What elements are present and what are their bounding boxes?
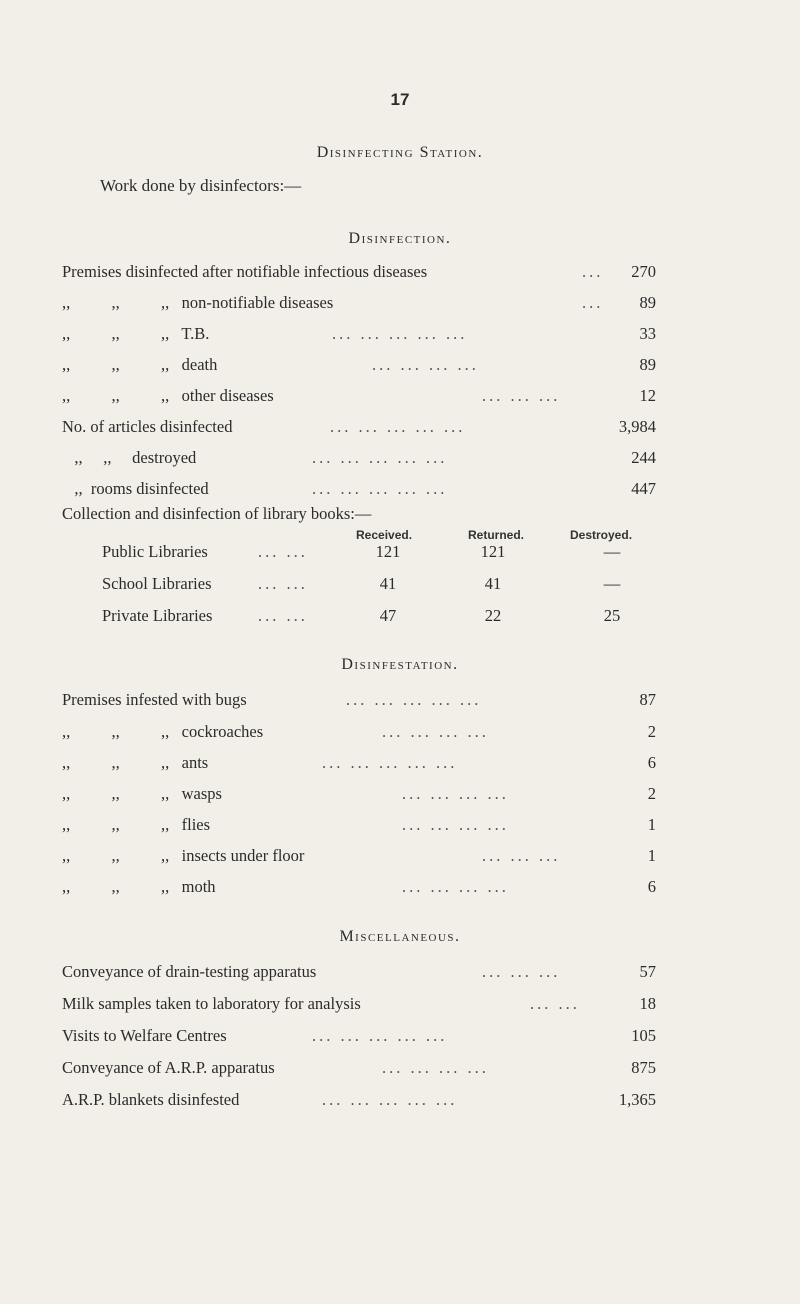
received-value: 121 (375, 542, 401, 561)
row-label: ,, ,, ,, ants (62, 753, 209, 772)
row-value: 875 (631, 1058, 656, 1077)
leader-dots: ... ... ... ... (402, 815, 509, 834)
leader-dots: ... ... ... ... (402, 784, 509, 803)
destroyed-value: 25 (603, 606, 621, 625)
row-label: ,, ,, ,, moth (62, 877, 216, 896)
row-value: 1,365 (618, 1090, 656, 1109)
leader-dots: ... ... ... ... ... (332, 324, 468, 343)
leader-dots: ... ... ... ... ... (312, 448, 448, 467)
row-label: Conveyance of drain-testing apparatus (62, 962, 317, 981)
leader-dots: ... ... ... ... ... (346, 690, 482, 709)
row-label: ,, ,, ,, death (62, 355, 218, 374)
row-label: A.R.P. blankets disinfested (62, 1090, 240, 1109)
row-label: ,, ,, ,, insects under floor (62, 846, 305, 865)
disinfection-row (62, 262, 656, 286)
row-value: 89 (639, 355, 656, 374)
disinfection-row (62, 448, 656, 472)
row-label: ,, ,, ,, flies (62, 815, 211, 834)
disinfestation-row (62, 815, 656, 839)
disinfection-heading: Disinfection. (348, 230, 452, 247)
row-label: ,, ,, destroyed (62, 448, 197, 467)
disinfestation-heading: Disinfestation. (341, 656, 459, 673)
destroyed-value: — (603, 542, 621, 561)
leader-dots: ... ... ... ... ... (322, 1090, 458, 1109)
row-label: ,, ,, ,, T.B. (62, 324, 210, 343)
row-label: ,, ,, ,, wasps (62, 784, 222, 803)
miscellaneous-row (62, 1090, 656, 1114)
row-label: ,, ,, ,, cockroaches (62, 722, 264, 741)
leader-dots: ... ... ... ... (382, 1058, 489, 1077)
disinfection-row (62, 355, 656, 379)
row-value: 447 (631, 479, 656, 498)
row-label: No. of articles disinfected (62, 417, 233, 436)
row-label: Visits to Welfare Centres (62, 1026, 227, 1045)
column-header-received: Received. (356, 528, 413, 542)
leader-dots: ... ... ... ... ... (312, 479, 448, 498)
row-value: 57 (639, 962, 656, 981)
miscellaneous-heading: Miscellaneous. (339, 928, 461, 945)
row-value: 33 (639, 324, 656, 343)
leader-dots: ... ... ... ... ... (322, 753, 458, 772)
library-row (102, 606, 622, 630)
row-label: ,, ,, ,, non-notifiable diseases (62, 293, 334, 312)
disinfection-row (62, 293, 656, 317)
miscellaneous-row (62, 994, 656, 1018)
column-header-returned: Returned. (468, 528, 525, 542)
received-value: 41 (379, 574, 397, 593)
row-value: 1 (647, 815, 656, 834)
row-value: 12 (639, 386, 656, 405)
leader-dots: ... ... (258, 542, 308, 561)
disinfestation-row (62, 784, 656, 808)
row-value: 87 (639, 690, 656, 709)
received-value: 47 (379, 606, 397, 625)
row-label: ,, rooms disinfected (62, 479, 209, 498)
leader-dots: ... ... ... (482, 962, 561, 981)
page-number: 17 (390, 90, 410, 109)
disinfection-row (62, 417, 656, 441)
leader-dots: ... (582, 293, 604, 312)
disinfestation-row (62, 722, 656, 746)
row-label: Premises infested with bugs (62, 690, 247, 709)
disinfestation-row (62, 846, 656, 870)
row-value: 270 (631, 262, 656, 281)
row-label: Private Libraries (102, 606, 213, 625)
miscellaneous-row (62, 1026, 656, 1050)
row-value: 6 (647, 753, 656, 772)
disinfestation-row (62, 877, 656, 901)
leader-dots: ... ... ... (482, 386, 561, 405)
intro-text: Work done by disinfectors:— (100, 176, 302, 195)
miscellaneous-row (62, 1058, 656, 1082)
leader-dots: ... ... ... ... ... (330, 417, 466, 436)
row-value: 2 (647, 784, 656, 803)
row-value: 1 (647, 846, 656, 865)
leader-dots: ... ... ... ... (372, 355, 479, 374)
leader-dots: ... ... ... ... ... (312, 1026, 448, 1045)
disinfestation-row (62, 753, 656, 777)
row-label: Premises disinfected after notifiable infectious diseases (62, 262, 428, 281)
row-value: 2 (647, 722, 656, 741)
row-value: 18 (639, 994, 656, 1013)
library-row (102, 574, 622, 598)
column-header-destroyed: Destroyed. (570, 528, 633, 542)
row-label: Milk samples taken to laboratory for analysis (62, 994, 361, 1013)
leader-dots: ... ... ... ... (382, 722, 489, 741)
disinfection-row (62, 479, 656, 503)
row-label: ,, ,, ,, other diseases (62, 386, 274, 405)
row-value: 105 (631, 1026, 656, 1045)
disinfection-row (62, 386, 656, 410)
destroyed-value: — (603, 574, 621, 593)
leader-dots: ... ... (258, 574, 308, 593)
section-title: Disinfecting Station. (316, 144, 484, 161)
leader-dots: ... ... (258, 606, 308, 625)
row-value: 244 (631, 448, 656, 467)
leader-dots: ... ... ... ... (402, 877, 509, 896)
returned-value: 41 (484, 574, 502, 593)
miscellaneous-row (62, 962, 656, 986)
leader-dots: ... (582, 262, 604, 281)
library-row (102, 542, 622, 566)
row-value: 89 (639, 293, 656, 312)
row-label: School Libraries (102, 574, 212, 593)
disinfestation-row (62, 690, 656, 714)
row-label: Public Libraries (102, 542, 208, 561)
library-title: Collection and disinfection of library books:— (62, 504, 372, 523)
disinfection-row (62, 324, 656, 348)
row-label: Conveyance of A.R.P. apparatus (62, 1058, 275, 1077)
row-value: 6 (647, 877, 656, 896)
returned-value: 22 (484, 606, 502, 625)
row-value: 3,984 (618, 417, 656, 436)
leader-dots: ... ... ... (482, 846, 561, 865)
leader-dots: ... ... (530, 994, 580, 1013)
returned-value: 121 (480, 542, 506, 561)
